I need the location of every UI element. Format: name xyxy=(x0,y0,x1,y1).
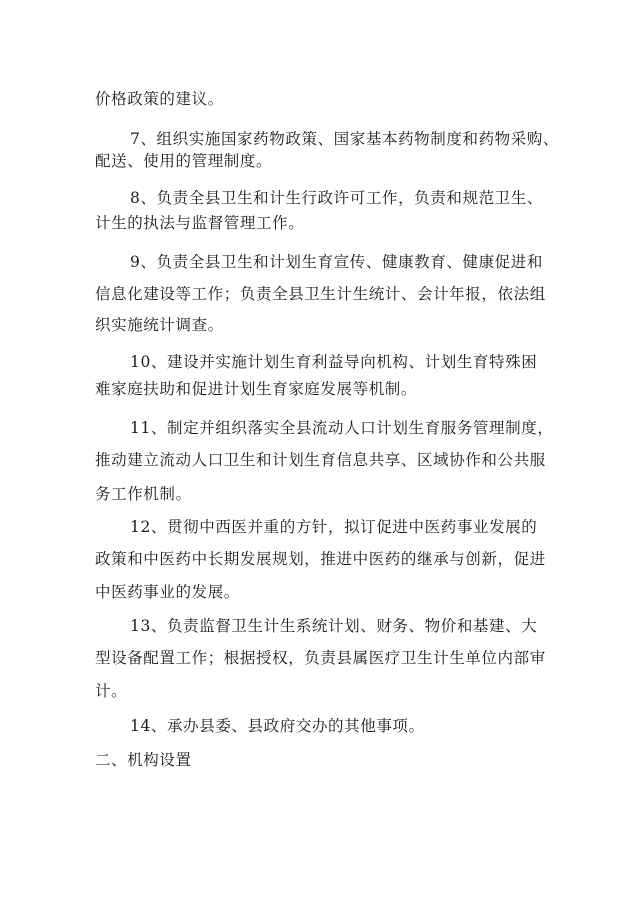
item-13-line-2: 型设备配置工作；根据授权，负责县属医疗卫生计生单位内部审 xyxy=(95,649,546,667)
item-7-line-1: 7、组织实施国家药物政策、国家基本药物制度和药物采购、 xyxy=(130,130,560,148)
item-13-line-3: 计。 xyxy=(95,682,128,700)
item-12-line-3: 中医药事业的发展。 xyxy=(95,583,240,601)
item-9-line-2: 信息化建设等工作；负责全县卫生计生统计、会计年报，依法组 xyxy=(95,285,546,303)
text-line-price-policy-end: 价格政策的建议。 xyxy=(95,90,224,108)
item-9-line-1: 9、负责全县卫生和计划生育宣传、健康教育、健康促进和 xyxy=(130,253,543,271)
item-10-line-2: 难家庭扶助和促进计划生育家庭发展等机制。 xyxy=(95,380,418,398)
item-8-line-1: 8、负责全县卫生和计生行政许可工作，负责和规范卫生、 xyxy=(130,189,543,207)
item-14-line-1: 14、承办县委、县政府交办的其他事项。 xyxy=(130,717,425,735)
item-12-line-2: 政策和中医药中长期发展规划，推进中医药的继承与创新，促进 xyxy=(95,550,546,568)
item-11-line-2: 推动建立流动人口卫生和计划生育信息共享、区域协作和公共服 xyxy=(95,451,546,469)
item-11-line-3: 务工作机制。 xyxy=(95,485,192,503)
section-heading-organization: 二、机构设置 xyxy=(95,751,192,769)
item-13-line-1: 13、负责监督卫生计生系统计划、财务、物价和基建、大 xyxy=(130,617,538,635)
item-8-line-2: 计生的执法与监督管理工作。 xyxy=(95,214,305,232)
item-7-line-2: 配送、使用的管理制度。 xyxy=(95,152,273,170)
item-9-line-3: 织实施统计调查。 xyxy=(95,316,224,334)
item-11-line-1: 11、制定并组织落实全县流动人口计划生育服务管理制度， xyxy=(130,419,554,437)
item-10-line-1: 10、建设并实施计划生育利益导向机构、计划生育特殊困 xyxy=(130,353,538,371)
item-12-line-1: 12、贯彻中西医并重的方针，拟订促进中医药事业发展的 xyxy=(130,518,538,536)
